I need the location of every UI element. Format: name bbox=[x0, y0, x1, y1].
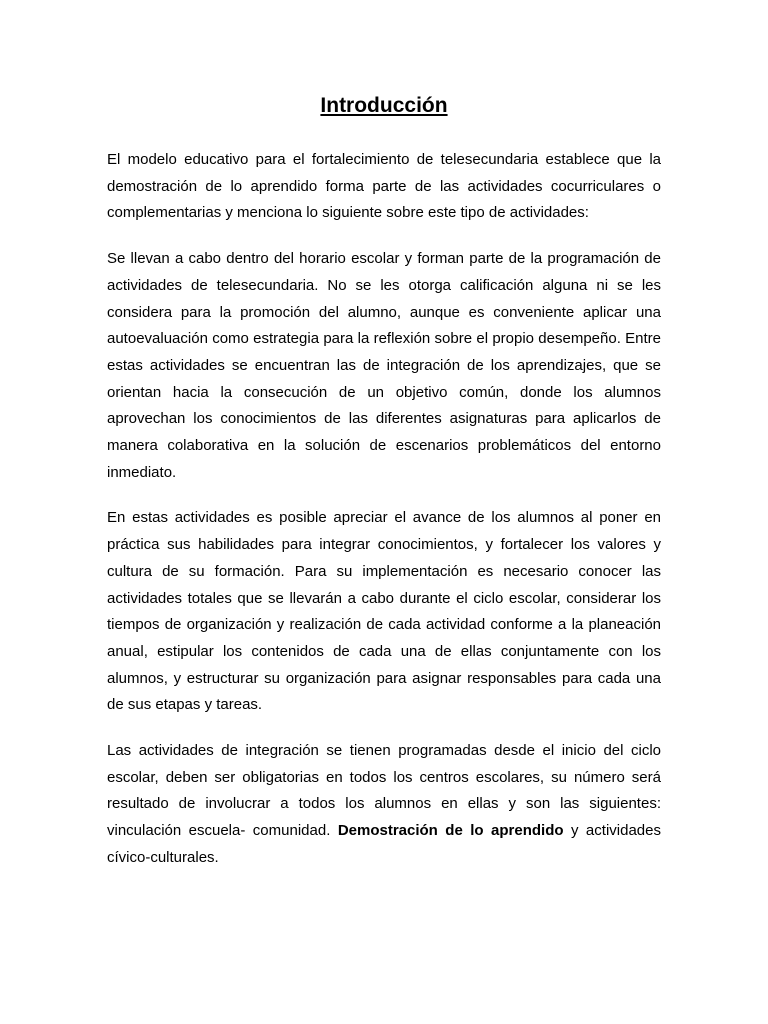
paragraph-1: El modelo educativo para el fortalecimiento de telesecundaria establece que la demostración de lo aprendido forma parte de las actividades cocurriculares o complementarias y menciona lo siguiente sobre este tipo de actividades: bbox=[107, 151, 661, 222]
paragraph-3: En estas actividades es posible apreciar el avance de los alumnos al poner en práctica sus habilidades para integrar conocimientos, y fortalecer los valores y cultura de su formación. Para su implementación es necesario conocer las actividades totales que se llevarán a cabo durante el ciclo escolar, considerar los tiempos de organización y realización de cada actividad conforme a la planeación anual, estipular los contenidos de cada una de ellas conjuntamente con los alumnos, y estructurar su organización para asignar responsables para cada una de sus etapas y tareas. bbox=[107, 509, 661, 714]
paragraph-4-bold-phrase: Demostración de lo aprendido bbox=[337, 822, 564, 840]
paragraph-2: Se llevan a cabo dentro del horario escolar y forman parte de la programación de actividades de telesecundaria. No se les otorga calificación alguna ni se les considera para la promoción del alumno, aunque es conveniente aplicar una autoevaluación como estrategia para la reflexión sobre el propio desempeño. Entre estas actividades se encuentran las de integración de los aprendizajes, que se orientan hacia la consecución de un objetivo común, donde los alumnos aprovechan los conocimientos de las diferentes asignaturas para aplicarlos de manera colaborativa en la solución de escenarios problemáticos del entorno inmediato. bbox=[107, 250, 661, 481]
paragraph-4-text-end: y actividades cívico-culturales. bbox=[107, 822, 661, 866]
paragraph-4 bbox=[107, 738, 661, 872]
document-body bbox=[107, 147, 661, 891]
page-title: Introducción bbox=[320, 94, 448, 117]
paragraph-4-text-start: Las actividades de integración se tienen programadas desde el inicio del ciclo escolar, deben ser obligatorias en todos los centros escolares, su número será resultado de involucrar a todos los alumnos en ellas y son las siguientes: vinculación escuela- comunidad. bbox=[107, 742, 661, 840]
